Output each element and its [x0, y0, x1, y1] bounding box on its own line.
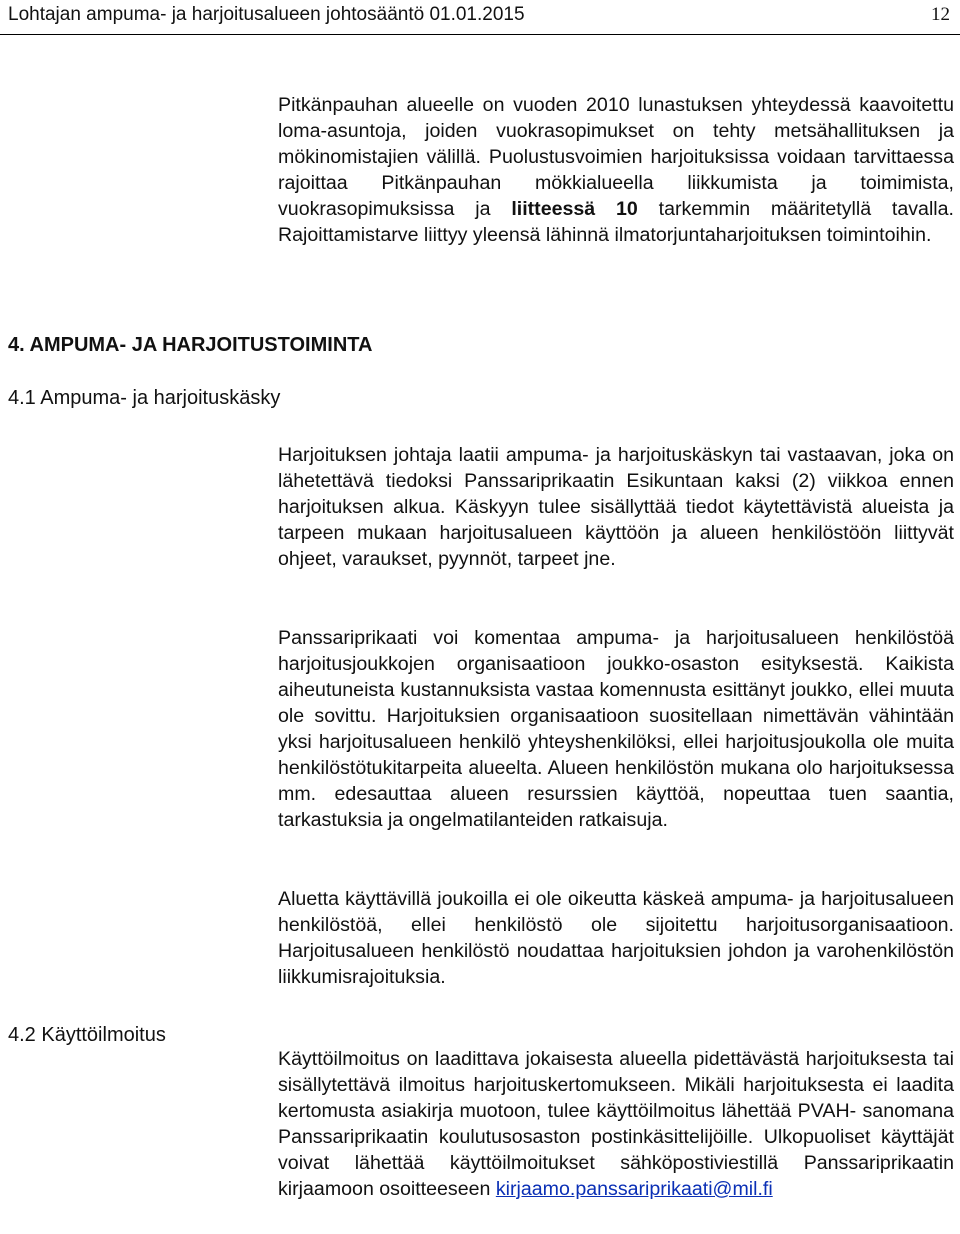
section-4-2-text: Käyttöilmoitus on laadittava jokaisesta alueella pidettävästä harjoituksesta tai sisällytettävä ilmoitus harjoituskertomukseen. Mikäli harjoituksesta ei laadita kertomusta asiakirja muotoon, tulee käyttöilmoitus lähettää PVAH- sanomana Panssariprikaatin koulutusosaston postinkäsittelijöille. Ulkopuoliset käyttäjät voivat lähettää käyttöilmoitukset sähköpostiviestillä Panssariprikaatin kirjaamoon osoitteeseen — [278, 1048, 954, 1200]
email-link[interactable]: kirjaamo.panssariprikaati@mil.fi — [495, 1178, 773, 1200]
intro-text-part1: Pitkänpauhan alueelle on vuoden 2010 lunastuksen yhteydessä kaavoitettu loma-asuntoja, joiden vuokrasopimukset on tehty metsähallituksen ja mökinomistajien välillä. Puolustusvoimien harjoituksissa voidaan tarvittaessa rajoittaa Pitkänpauhan mökkialueella liikkumista ja toimimista, vuokrasopimuksissa ja — [278, 94, 954, 220]
section-4-1-paragraph-2: Panssariprikaati voi komentaa ampuma- ja harjoitusalueen henkilöstöä harjoitusjoukkojen organisaatioon joukko-osaston esityksestä. Kaikista aiheutuneista kustannuksista vastaa komennusta esittänyt joukko, ellei muuta ole sovittu. Harjoituksien organisaatioon suositellaan nimettävän vähintään yksi harjoitusalueen henkilö yhteyshenkilöksi, ellei harjoitusjoukolla ole muita henkilöstötukitarpeita alueelta. Alueen henkilöstön mukana olo harjoituksessa mm. edesauttaa alueen resurssien käyttöä, nopeuttaa tuen saantia, tarkastuksia ja ongelmatilanteiden ratkaisuja. — [278, 627, 954, 831]
section-4-2-heading: 4.2 Käyttöilmoitus — [8, 1024, 166, 1046]
section-4-2-paragraph — [278, 1046, 954, 1202]
intro-paragraph — [278, 92, 954, 248]
document-title: Lohtajan ampuma- ja harjoitusalueen johtosääntö 01.01.2015 — [8, 4, 525, 25]
section-4-heading: 4. AMPUMA- JA HARJOITUSTOIMINTA — [8, 334, 373, 356]
section-4-1-heading: 4.1 Ampuma- ja harjoituskäsky — [8, 387, 281, 409]
section-4-1-paragraph-3: Aluetta käyttävillä joukoilla ei ole oikeutta käskeä ampuma- ja harjoitusalueen henkilöstöä, ellei henkilöstö ole sijoitettu harjoitusorganisaatioon. Harjoitusalueen henkilöstö noudattaa harjoituksien johdon ja varohenkilöstön liikkumisrajoituksia. — [278, 888, 954, 988]
page-number: 12 — [931, 4, 950, 25]
intro-text-part2: tarkemmin määritetyllä tavalla. Rajoittamistarve liittyy yleensä lähinnä ilmatorjuntaharjoituksen toimintoihin. — [278, 198, 954, 246]
header-divider — [0, 34, 960, 35]
appendix-reference: liitteessä 10 — [511, 198, 638, 220]
section-4-1-paragraph-1: Harjoituksen johtaja laatii ampuma- ja harjoituskäskyn tai vastaavan, joka on lähetettävä tiedoksi Panssariprikaatin Esikuntaan kaksi (2) viikkoa ennen harjoituksen alkua. Käskyyn tulee sisällyttää tiedot käytettävistä alueista ja tarpeen mukaan harjoitusalueen käyttöön ja alueen henkilöstöön liittyvät ohjeet, varaukset, pyynnöt, tarpeet jne. — [278, 444, 954, 570]
